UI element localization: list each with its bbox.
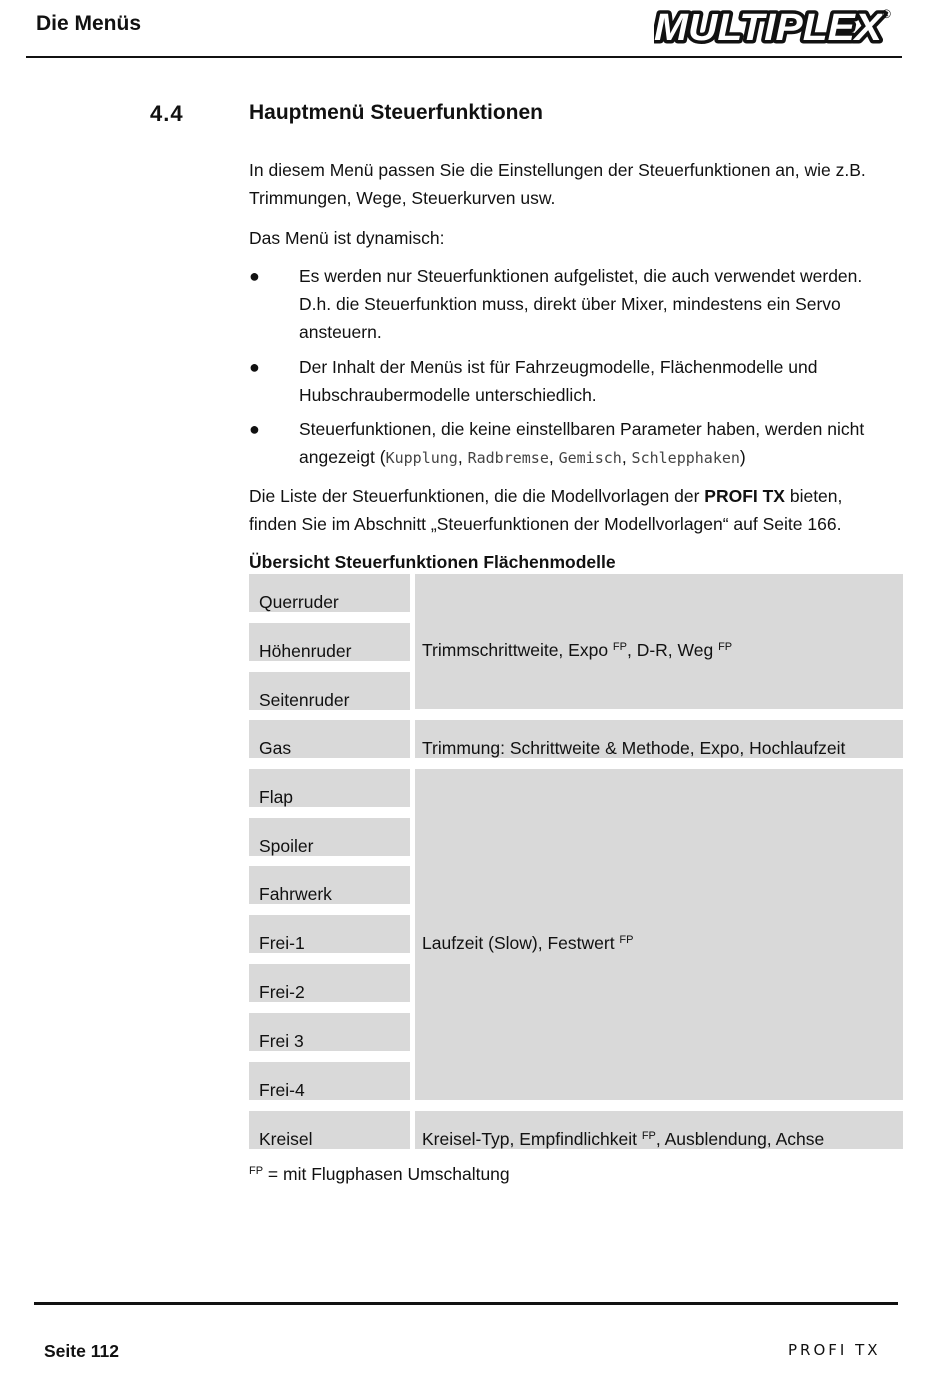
registered-mark: ® — [882, 7, 891, 21]
footnote — [249, 1164, 510, 1185]
intro-line: In diesem Menü passen Sie die Einstellungen der Steuerfunktionen an, wie z.B. — [249, 160, 866, 180]
parameter-cell — [415, 574, 903, 709]
header-title: Die Menüs — [36, 12, 142, 35]
table-title: Übersicht Steuerfunktionen Flächenmodelle — [249, 552, 616, 572]
parameter-text: Trimmschrittweite, Expo — [422, 640, 613, 660]
display-term-gemisch: Gemisch — [558, 449, 622, 467]
list-text: Die Liste der Steuerfunktionen, die die Modellvorlagen der — [249, 486, 705, 506]
list-line — [249, 482, 909, 510]
footnote-mark: FP — [249, 1165, 264, 1177]
parameter-cell — [415, 720, 903, 758]
function-cell: Frei-1 — [249, 915, 410, 953]
separator: , — [548, 447, 559, 467]
function-cell: Spoiler — [249, 818, 410, 856]
function-cell: Frei 3 — [249, 1013, 410, 1051]
intro-line: Trimmungen, Wege, Steuerkurven usw. — [249, 188, 556, 208]
page-number: Seite 112 — [44, 1341, 119, 1361]
function-cell: Frei-2 — [249, 964, 410, 1002]
list-paragraph — [249, 482, 909, 538]
bullet-text-part: angezeigt ( — [299, 447, 386, 467]
function-cell: Höhenruder — [249, 623, 410, 661]
section-number: 4.4 — [150, 101, 184, 126]
bullet-icon: ● — [249, 357, 260, 377]
bullet-line: ansteuern. — [299, 322, 382, 342]
product-name: PROFI TX — [704, 486, 785, 506]
parameter-text: Laufzeit (Slow), Festwert — [422, 933, 620, 953]
bullet-item — [299, 353, 889, 409]
parameter-text: Kreisel-Typ, Empfindlichkeit — [422, 1129, 642, 1149]
separator: , — [457, 447, 468, 467]
intro-paragraph — [249, 156, 889, 212]
list-line: finden Sie im Abschnitt „Steuerfunktionen der Modellvorlagen“ auf Seite 166. — [249, 514, 842, 534]
function-cell: Querruder — [249, 574, 410, 612]
footnote-text: = mit Flugphasen Umschaltung — [263, 1164, 510, 1184]
list-text: bieten, — [784, 486, 843, 506]
header-rule — [26, 56, 902, 58]
logo-text: MULTIPLEX — [654, 7, 885, 46]
bullet-icon: ● — [249, 266, 260, 286]
bullet-item — [299, 262, 889, 346]
function-cell: Frei-4 — [249, 1062, 410, 1100]
flight-phase-mark: FP — [619, 934, 634, 946]
display-term-kupplung: Kupplung — [385, 449, 458, 467]
section-title: Hauptmenü Steuerfunktionen — [249, 101, 544, 124]
parameter-text: Trimmung: Schrittweite & Methode, Expo, Hochlaufzeit — [422, 738, 846, 758]
bullet-line: D.h. die Steuerfunktion muss, direkt über Mixer, mindestens ein Servo — [299, 294, 841, 314]
function-cell: Fahrwerk — [249, 866, 410, 904]
bullet-text-part: ) — [739, 447, 746, 467]
function-cell: Seitenruder — [249, 672, 410, 710]
parameter-text: , D-R, Weg — [626, 640, 719, 660]
bullet-line: Der Inhalt der Menüs ist für Fahrzeugmodelle, Flächenmodelle und — [299, 357, 818, 377]
flight-phase-mark: FP — [612, 641, 627, 653]
function-cell: Flap — [249, 769, 410, 807]
display-term-schlepphaken: Schlepphaken — [631, 449, 740, 467]
bullet-line — [299, 443, 889, 472]
function-cell: Kreisel — [249, 1111, 410, 1149]
bullet-line: Steuerfunktionen, die keine einstellbaren Parameter haben, werden nicht — [299, 419, 865, 439]
flight-phase-mark: FP — [641, 1130, 656, 1142]
separator: , — [621, 447, 632, 467]
flight-phase-mark: FP — [718, 641, 733, 653]
multiplex-logo — [654, 6, 894, 46]
footer-brand: PROFI TX — [788, 1341, 881, 1359]
dynamic-note: Das Menü ist dynamisch: — [249, 228, 445, 248]
bullet-item — [299, 415, 889, 472]
bullet-line: Es werden nur Steuerfunktionen aufgelistet, die auch verwendet werden. — [299, 266, 863, 286]
parameter-text: , Ausblendung, Achse — [655, 1129, 825, 1149]
parameter-cell — [415, 769, 903, 1100]
footer-rule — [34, 1302, 898, 1305]
parameter-cell — [415, 1111, 903, 1149]
bullet-icon: ● — [249, 419, 260, 439]
display-term-radbremse: Radbremse — [467, 449, 549, 467]
bullet-line: Hubschraubermodelle unterschiedlich. — [299, 385, 597, 405]
function-cell: Gas — [249, 720, 410, 758]
